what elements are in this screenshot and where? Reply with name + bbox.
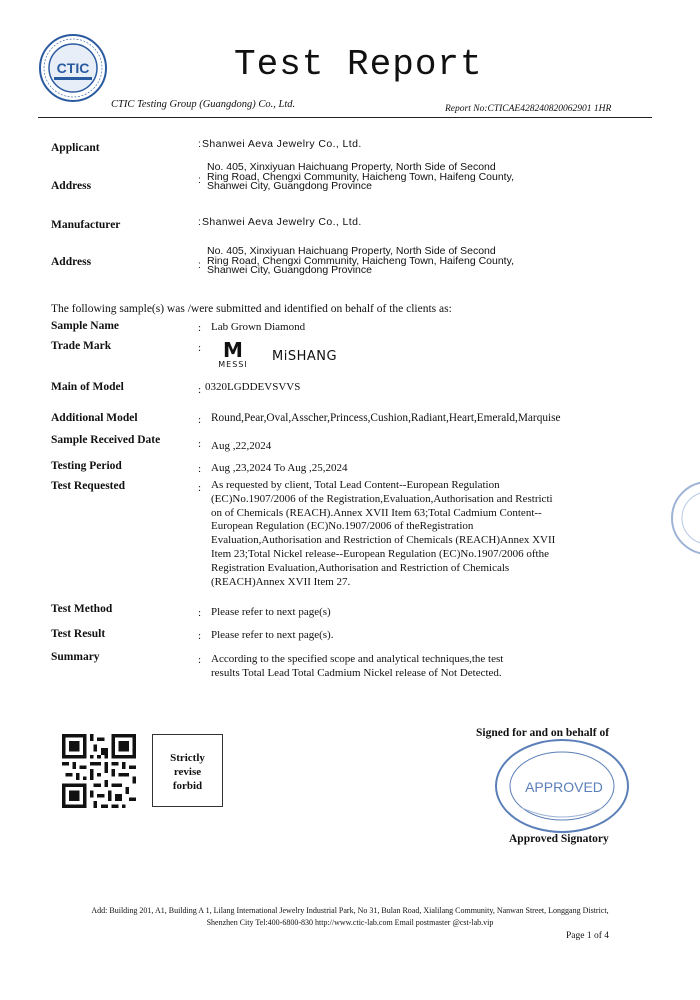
summary-value: According to the specified scope and analytical techniques,the test results Total Lead Total Cadmium Nickel release of Not Detected.: [211, 653, 504, 679]
colon: :: [198, 342, 202, 354]
manufacturer-colon: :: [198, 216, 202, 228]
colon: :: [198, 414, 202, 426]
manufacturer-label: Manufacturer: [51, 219, 121, 231]
additional-model-label: Additional Model: [51, 412, 138, 424]
sample-name-value: Lab Grown Diamond: [211, 321, 306, 333]
messi-brand-logo: M MESSI: [218, 338, 248, 369]
approved-stamp: [492, 736, 632, 836]
applicant-value: Shanwei Aeva Jewelry Co., Ltd.: [202, 138, 362, 150]
colon: :: [198, 607, 202, 619]
svg-text:CTIC: CTIC: [56, 60, 90, 76]
signed-on-behalf-text: Signed for and on behalf of: [476, 727, 610, 739]
colon: :: [198, 384, 202, 396]
address-label: Address: [51, 180, 92, 192]
footer-address: Add: Building 201, A1, Building A 1, Lilang International Jewelry Industrial Park, No 31, Bulan Road, Xialilang Community, Nanwan Street, Longgang District, Shenzhen City Tel:400-6800-830 http://www.ctic-lab.com Email postmaster @cst-lab.vip: [91, 906, 609, 927]
manufacturer-value: Shanwei Aeva Jewelry Co., Ltd.: [202, 216, 362, 228]
applicant-label: Applicant: [51, 142, 100, 154]
svg-text:APPROVED: APPROVED: [525, 779, 603, 795]
testing-period-label: Testing Period: [51, 460, 122, 472]
intro-text: The following sample(s) was /were submitted and identified on behalf of the clients as:: [51, 303, 452, 315]
test-result-value: Please refer to next page(s).: [211, 629, 334, 641]
summary-label: Summary: [51, 651, 100, 663]
sample-name-label: Sample Name: [51, 320, 120, 332]
test-result-label: Test Result: [51, 628, 106, 640]
report-title: Test Report: [234, 44, 483, 85]
colon: :: [198, 463, 202, 475]
applicant-colon: :: [198, 138, 202, 150]
mishang-brand-logo: MiSHANG: [272, 349, 338, 364]
address2-colon: :: [198, 259, 202, 271]
colon: :: [198, 482, 202, 494]
strictly-revise-forbid-box: Strictly revise forbid: [152, 734, 223, 807]
page-number: Page 1 of 4: [566, 931, 610, 941]
approved-signatory: Approved Signatory: [509, 833, 609, 845]
edge-seal: [668, 478, 700, 558]
main-model-value: 0320LGDDEVSVVS: [205, 381, 301, 393]
address-value: No. 405, Xinxiyuan Haichuang Property, North Side of Second Ring Road, Chengxi Community, Haicheng Town, Haifeng County, Shanwei City, Guangdong Province: [207, 161, 514, 192]
address-colon: :: [198, 174, 202, 186]
header-divider: [38, 117, 652, 118]
additional-model-value: Round,Pear,Oval,Asscher,Princess,Cushion,Radiant,Heart,Emerald,Marquise: [211, 412, 561, 424]
report-number: Report No:CTICAE428240820062901 1HR: [445, 104, 612, 114]
testing-period-value: Aug ,23,2024 To Aug ,25,2024: [211, 462, 348, 474]
colon: :: [198, 322, 202, 334]
colon: :: [198, 654, 202, 666]
received-date-value: Aug ,22,2024: [211, 440, 272, 452]
colon: :: [198, 438, 202, 450]
company-name: CTIC Testing Group (Guangdong) Co., Ltd.: [111, 99, 296, 110]
received-date-label: Sample Received Date: [51, 434, 161, 446]
test-requested-label: Test Requested: [51, 480, 126, 492]
test-method-label: Test Method: [51, 603, 113, 615]
colon: :: [198, 630, 202, 642]
address2-label: Address: [51, 256, 92, 268]
address2-value: No. 405, Xinxiyuan Haichuang Property, North Side of Second Ring Road, Chengxi Community, Haicheng Town, Haifeng County, Shanwei City, Guangdong Province: [207, 245, 514, 276]
test-requested-value: As requested by client, Total Lead Content--European Regulation (EC)No.1907/2006 of the Registration,Evaluation,Authorisation and Restricti on of Chemicals (REACH).Annex XVII Item 63;Total Cadmium Content-- European Regulation (EC)No.1907/2006 of theRegistration Evaluation,Authorisation and Restriction of Chemicals (REACH)Annex XVII Item 23;Total Nickel release--European Regulation (EC)No.1907/2006 ofthe Registration Evaluation,Authorisation and Restriction of Chemicals (REACH)Annex XVII Item 27.: [211, 479, 556, 588]
company-logo: [38, 33, 108, 103]
trade-mark-label: Trade Mark: [51, 340, 112, 352]
main-model-label: Main of Model: [51, 381, 124, 393]
test-method-value: Please refer to next page(s): [211, 606, 331, 618]
qr-code: [62, 734, 136, 808]
